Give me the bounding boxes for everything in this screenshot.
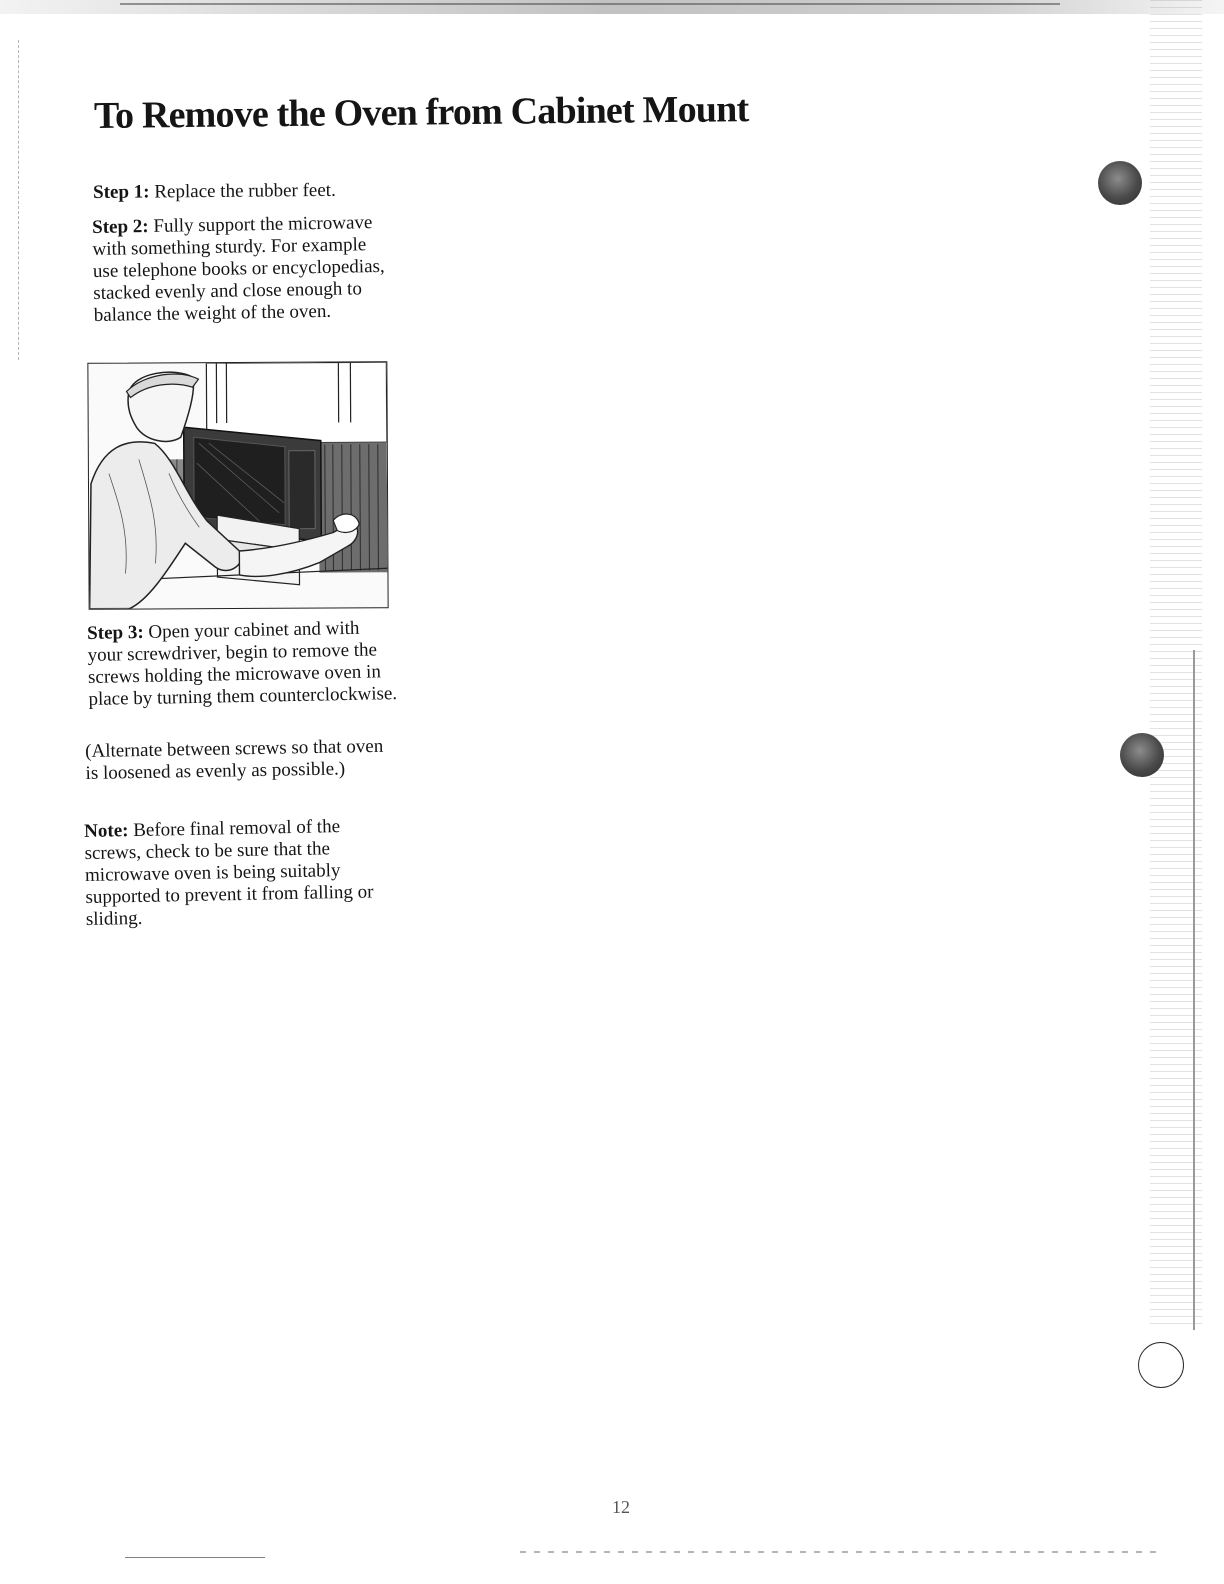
note-paragraph [84,815,396,931]
step-1-paragraph [93,179,393,204]
step-2-label: Step 2: [92,216,149,238]
step-1-label: Step 1: [93,181,150,203]
step-1-text: Replace the rubber feet. [154,179,336,203]
note-label: Note: [84,820,129,842]
step-3-paragraph [87,617,399,711]
step-2-paragraph [92,212,394,327]
figure-microwave-removal [87,361,388,610]
binder-hole-middle [1120,733,1164,777]
page-number: 12 [612,1497,630,1517]
page-title: To Remove the Oven from Cabinet Mount [93,88,749,137]
note-text: Before final removal of the screws, check to be sure that the microwave oven is being suitably supported to prevent it from falling or sliding. [84,816,374,930]
scan-noise-bottom [520,1551,1160,1553]
step-3-text: Open your cabinet and with your screwdriver, begin to remove the screws holding the microwave oven in place by turning them counterclockwise. [87,617,398,710]
scan-edge-left [18,40,22,360]
binder-hole-bottom [1138,1342,1184,1388]
binder-hole-top [1098,161,1142,205]
scan-edge-right-line [1193,650,1195,1330]
step-3-label: Step 3: [87,621,144,644]
alternate-note-paragraph: (Alternate between screws so that oven is loosened as evenly as possible.) [85,735,384,784]
person-removing-microwave-illustration [88,362,387,609]
step-2-text: Fully support the microwave with something sturdy. For example use telephone books or encyclopedias, stacked evenly and close enough to balance the weight of the oven. [92,212,385,326]
scan-line-bottom [125,1557,265,1558]
scan-line-top [120,3,1060,5]
